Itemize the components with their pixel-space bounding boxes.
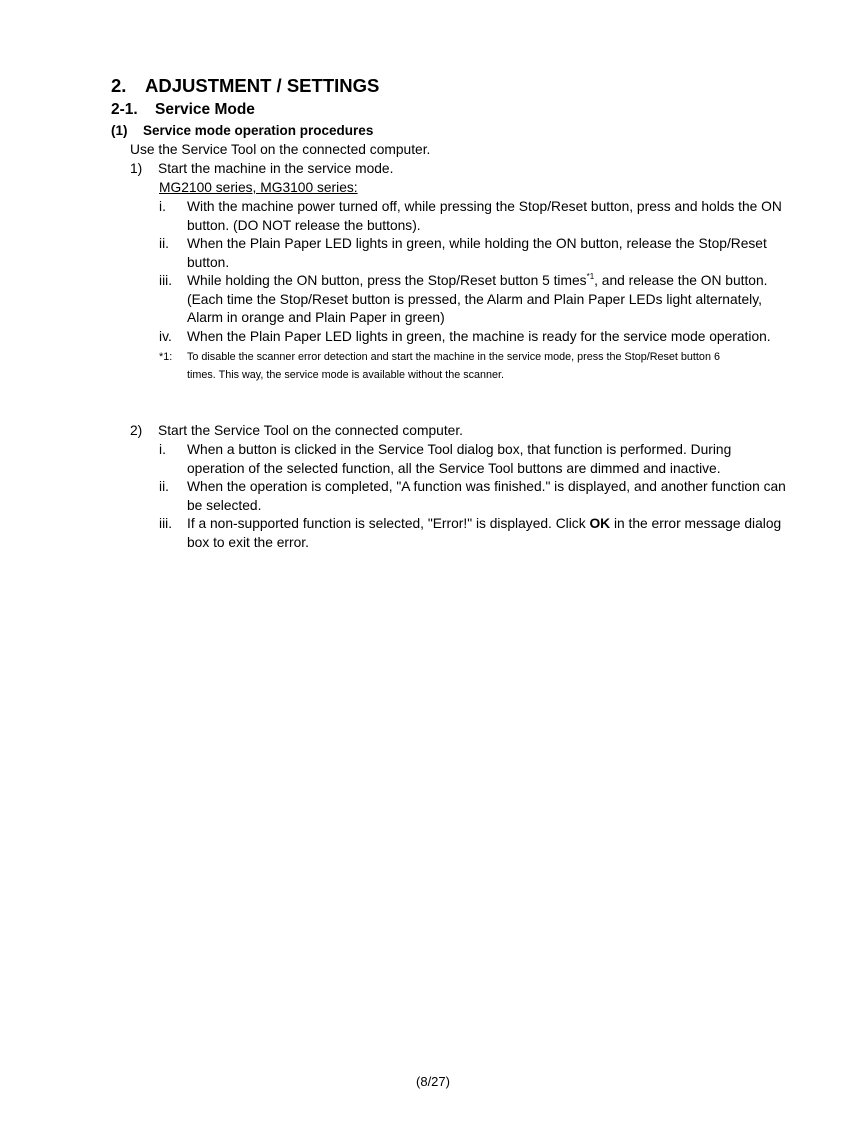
step-2-item-i bbox=[187, 441, 797, 478]
step-2-text: Start the Service Tool on the connected computer. bbox=[158, 423, 463, 438]
footnote-mark: *1: bbox=[159, 351, 173, 363]
item-line: If a non-supported function is selected, "Error!" is displayed. Click bbox=[187, 516, 590, 531]
step-2-item-i-number: i. bbox=[159, 442, 166, 457]
subheading-title: Service Mode bbox=[155, 101, 255, 118]
item-line: When a button is clicked in the Service Tool dialog box, that function is performed. During bbox=[187, 442, 732, 457]
step-1-item-ii-number: ii. bbox=[159, 236, 169, 251]
step-1-number: 1) bbox=[130, 161, 143, 176]
footnote-line: To disable the scanner error detection and start the machine in the service mode, press the Stop/Reset button 6 bbox=[187, 351, 720, 363]
series-label: MG2100 series, MG3100 series: bbox=[159, 180, 358, 195]
step-2-item-ii bbox=[187, 478, 797, 515]
step-2-item-iii-number: iii. bbox=[159, 516, 173, 531]
section-title: Service mode operation procedures bbox=[143, 123, 374, 138]
step-2 bbox=[130, 422, 463, 441]
item-line: While holding the ON button, press the Stop/Reset button 5 times bbox=[187, 273, 587, 288]
intro-text: Use the Service Tool on the connected computer. bbox=[130, 142, 431, 157]
step-1-item-iv bbox=[187, 328, 797, 347]
step-1-item-iv-number: iv. bbox=[159, 329, 172, 344]
step-1-text: Start the machine in the service mode. bbox=[158, 161, 394, 176]
item-line: in the error message dialog bbox=[610, 516, 782, 531]
footnote-text bbox=[187, 348, 720, 384]
step-2-number: 2) bbox=[130, 423, 143, 438]
item-line: button. bbox=[187, 254, 230, 270]
section-number: (1) bbox=[111, 123, 128, 138]
item-line: be selected. bbox=[187, 497, 262, 513]
item-line: operation of the selected function, all the Service Tool buttons are dimmed and inactive. bbox=[187, 460, 721, 476]
item-line: When the Plain Paper LED lights in green, while holding the ON button, release the Stop/Reset bbox=[187, 236, 767, 251]
heading-number: 2. bbox=[111, 75, 127, 96]
heading-title: ADJUSTMENT / SETTINGS bbox=[145, 75, 380, 96]
item-line: When the Plain Paper LED lights in green, the machine is ready for the service mode operation. bbox=[187, 329, 771, 344]
item-line: box to exit the error. bbox=[187, 534, 309, 550]
section-heading bbox=[111, 75, 379, 97]
item-line: button. (DO NOT release the buttons). bbox=[187, 217, 421, 233]
step-1 bbox=[130, 160, 393, 179]
step-1-item-iii-number: iii. bbox=[159, 273, 173, 288]
step-1-item-iii bbox=[187, 272, 797, 328]
item-line: Alarm in orange and Plain Paper in green) bbox=[187, 310, 445, 326]
footnote-ref: *1 bbox=[586, 272, 595, 281]
page-number: (8/27) bbox=[416, 1074, 450, 1089]
subheading-number: 2-1. bbox=[111, 101, 138, 118]
footnote-line: times. This way, the service mode is available without the scanner. bbox=[187, 369, 505, 381]
item-line: With the machine power turned off, while pressing the Stop/Reset button, press and holds the ON bbox=[187, 199, 782, 214]
item-line: , and release the ON button. bbox=[594, 273, 768, 288]
subsection-heading bbox=[111, 101, 255, 119]
ok-label: OK bbox=[589, 516, 611, 531]
step-2-item-iii bbox=[187, 515, 797, 552]
item-line: (Each time the Stop/Reset button is pressed, the Alarm and Plain Paper LEDs light alternately, bbox=[187, 291, 762, 307]
step-1-item-ii bbox=[187, 235, 797, 272]
procedure-heading bbox=[111, 123, 373, 138]
item-line: When the operation is completed, "A function was finished." is displayed, and another function can bbox=[187, 479, 786, 494]
step-1-item-i bbox=[187, 198, 797, 235]
step-2-item-ii-number: ii. bbox=[159, 479, 169, 494]
step-1-item-i-number: i. bbox=[159, 199, 166, 214]
